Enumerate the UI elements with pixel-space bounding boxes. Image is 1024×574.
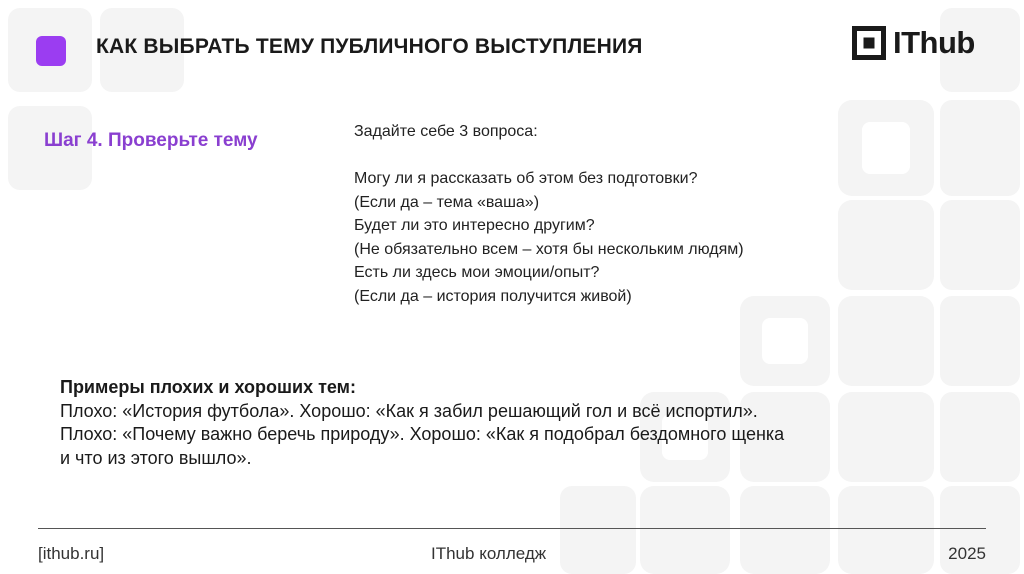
square-in-square-logo-icon [852, 26, 886, 60]
question-line: Могу ли я рассказать об этом без подготовки? [354, 170, 698, 187]
question-line: (Не обязательно всем – хотя бы нескольким людям) [354, 240, 744, 258]
step-heading: Шаг 4. Проверьте тему [44, 130, 258, 151]
ithub-logo [852, 26, 975, 60]
logo-text: IThub [893, 25, 975, 60]
question-line: Есть ли здесь мои эмоции/опыт? [354, 264, 600, 281]
questions-block [354, 120, 744, 308]
footer-divider [38, 528, 986, 529]
questions-intro: Задайте себе 3 вопроса: [354, 123, 538, 140]
footer-year: 2025 [948, 544, 986, 563]
question-line: (Если да – тема «ваша») [354, 193, 540, 211]
example-line: и что из этого вышло». [60, 447, 252, 468]
examples-block [60, 376, 784, 470]
question-line: (Если да – история получится живой) [354, 287, 632, 305]
page-title: КАК ВЫБРАТЬ ТЕМУ ПУБЛИЧНОГО ВЫСТУПЛЕНИЯ [96, 35, 643, 58]
footer-college-name: IThub колледж [431, 544, 547, 563]
example-line: Плохо: «Почему важно беречь природу». Хорошо: «Как я подобрал бездомного щенка [60, 424, 785, 444]
examples-heading: Примеры плохих и хороших тем: [60, 377, 356, 397]
accent-square-icon [36, 36, 66, 66]
question-line: Будет ли это интересно другим? [354, 217, 595, 234]
footer-website: [ithub.ru] [38, 544, 105, 563]
example-line: Плохо: «История футбола». Хорошо: «Как я забил решающий гол и всё испортил». [60, 400, 758, 421]
